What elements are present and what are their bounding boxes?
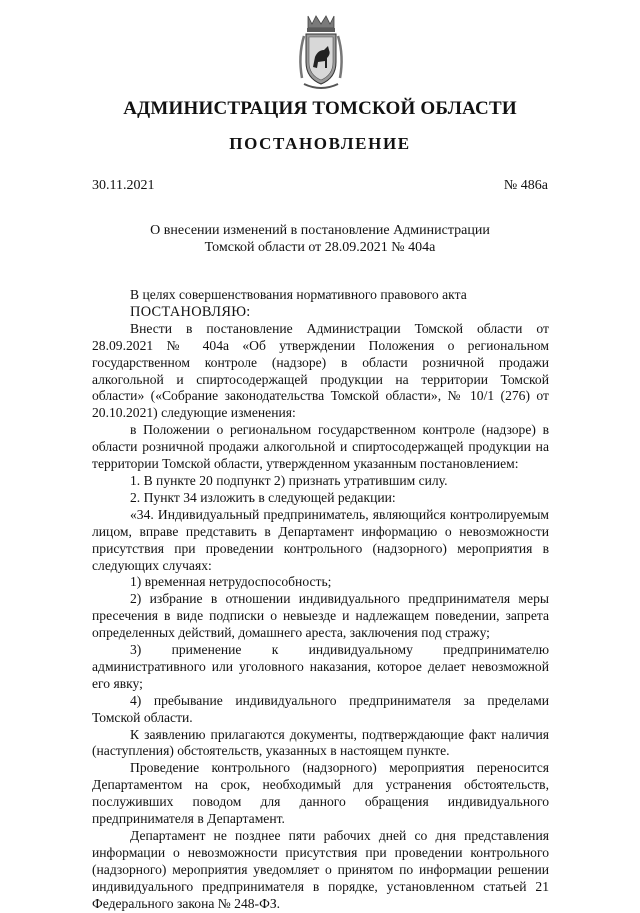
- paragraph-resolve: ПОСТАНОВЛЯЮ:: [130, 303, 251, 320]
- paragraph-regulation: в Положении о региональном государственном контроле (надзоре) в области розничной продажи алкогольной и спиртосодержащей продукции на территории Томской области, утвержденном указанным постановлением:: [92, 422, 549, 472]
- paragraph-item-2: 2. Пункт 34 изложить в следующей редакции:: [130, 489, 396, 505]
- list-item-1: 1) временная нетрудоспособность;: [130, 574, 332, 590]
- subject-line-2: Томской области от 28.09.2021 № 404а: [204, 240, 436, 255]
- list-item-4: 4) пребывание индивидуального предпринимателя за пределами Томской области.: [92, 692, 549, 725]
- coat-of-arms-icon: [296, 12, 346, 92]
- document-date: 30.11.2021: [92, 178, 155, 193]
- list-item-2: 2) избрание в отношении индивидуального предпринимателя меры пресечения в виде подписки о невыезде и надлежащем поведении, запрета определенных действий, домашнего ареста, заключения под стражу;: [92, 591, 549, 641]
- paragraph-purpose: В целях совершенствования нормативного правового акта: [130, 287, 467, 302]
- document-number: № 486а: [503, 178, 548, 193]
- document-type-title: ПОСТАНОВЛЕНИЕ: [229, 134, 411, 153]
- paragraph-point-34: «34. Индивидуальный предприниматель, являющийся контролируемым лицом, вправе представить в Департамент информацию о невозможности присутствия при проведении контрольного (надзорного) мероприятия в следующих случаях:: [92, 506, 549, 573]
- document-body: [92, 287, 549, 913]
- organization-title: АДМИНИСТРАЦИЯ ТОМСКОЙ ОБЛАСТИ: [123, 98, 517, 119]
- paragraph-amendment: Внести в постановление Администрации Томской области от 28.09.2021 № 404а «Об утверждении Положения о региональном государственном контроле (надзоре) в области розничной продажи алкогольной и спиртосодержащей продукции на территории Томской области» («Собрание законодательства Томской области», № 10/1 (276) от 20.10.2021) следующие изменения:: [92, 320, 549, 421]
- list-item-3: 3) применение к индивидуальному предпринимателю административного или уголовного наказания, которое делает невозможной его явку;: [92, 642, 549, 691]
- subject-line-1: О внесении изменений в постановление Администрации: [150, 223, 490, 238]
- paragraph-postponement: Проведение контрольного (надзорного) мероприятия переносится Департаментом на срок, необходимый для устранения обстоятельств, послуживших поводом для данного обращения индивидуального предпринимателя в Департамент.: [92, 760, 549, 827]
- document-subject: [92, 222, 548, 256]
- paragraph-item-1: 1. В пункте 20 подпункт 2) признать утратившим силу.: [130, 472, 448, 488]
- paragraph-documents: К заявлению прилагаются документы, подтверждающие факт наличия (наступления) обстоятельств, указанных в настоящем пункте.: [92, 726, 549, 759]
- paragraph-notification: Департамент не позднее пяти рабочих дней со дня представления информации о невозможности присутствия при проведении контрольного (надзорного) мероприятия уведомляет о принятом по информации решении индивидуального предпринимателя в порядке, установленном статьей 21 Федерального закона № 248-ФЗ.: [92, 828, 549, 911]
